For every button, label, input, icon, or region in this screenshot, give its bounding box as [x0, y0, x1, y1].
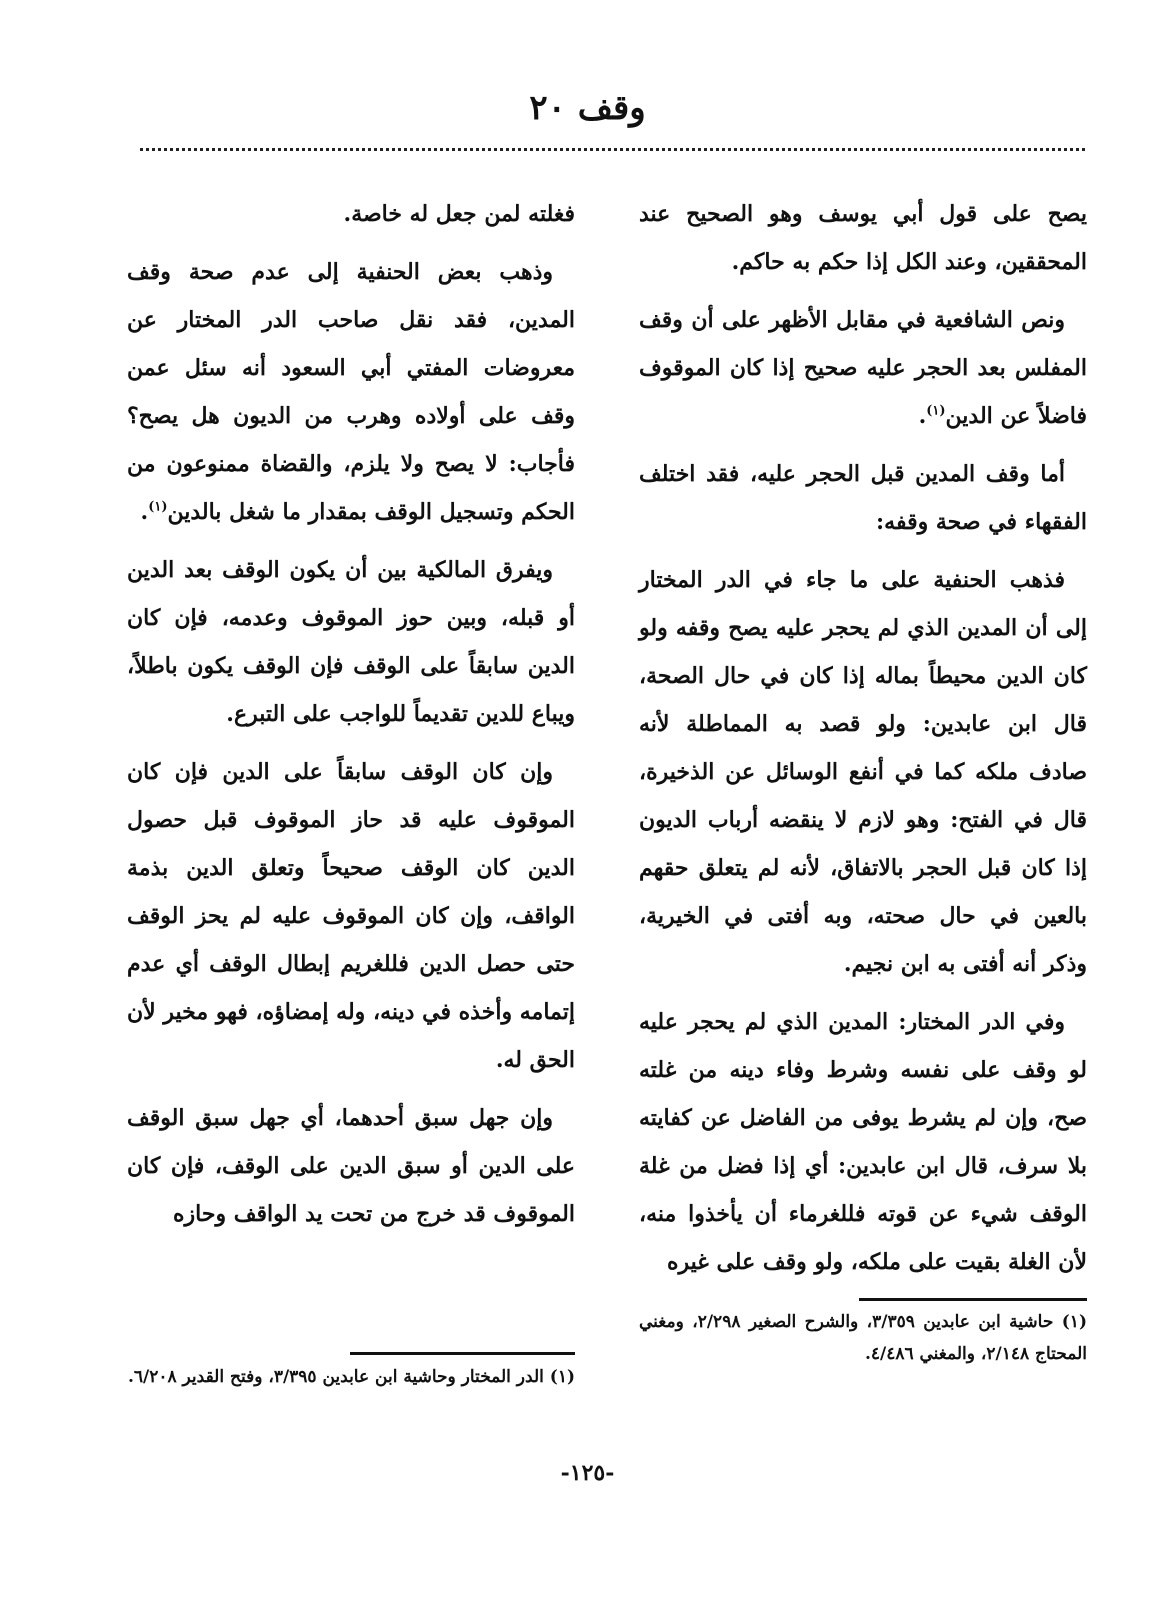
footnote-divider: [859, 1298, 1087, 1301]
footnote-right: (١) حاشية ابن عابدين ٣/٣٥٩، والشرح الصغير ٢/٢٩٨، ومغني المحتاج ٢/١٤٨، والمغني ٤/٤٨٦.: [639, 1312, 1087, 1364]
footnote-marker: (١): [926, 403, 946, 419]
paragraph: وإن كان الوقف سابقاً على الدين فإن كان الموقوف عليه قد حاز الموقوف قبل حصول الدين كان الوقف صحيحاً وتعلق الدين بذمة الواقف، وإن كان الموقوف عليه لم يحز الوقف حتى حصل الدين فللغريم إبطال الوقف أي عدم إتمامه وأخذه في دينه، وله إمضاؤه، فهو مخير لأن الحق له.: [127, 759, 575, 1073]
paragraph: يصح على قول أبي يوسف وهو الصحيح عند المحققين، وعند الكل إذا حكم به حاكم.: [639, 201, 1087, 275]
header-dotted-divider: [140, 148, 1085, 151]
footnote-divider: [350, 1352, 575, 1355]
right-column: [639, 190, 1087, 1296]
paragraph: ونص الشافعية في مقابل الأظهر على أن وقف المفلس بعد الحجر عليه صحيح إذا كان الموقوف فاضلاً عن الدين$^{(١)}$.: [639, 307, 1087, 429]
paragraph: وفي الدر المختار: المدين الذي لم يحجر عليه لو وقف على نفسه وشرط وفاء دينه من غلته صح، وإن لم يشرط يوفى من الفاضل عن كفايته بلا سرف، قال ابن عابدين: أي إذا فضل من غلة الوقف شيء عن قوته فللغرماء أن يأخذوا منه، لأن الغلة بقيت على ملكه، ولو وقف على غيره: [639, 1009, 1087, 1275]
paragraph: ويفرق المالكية بين أن يكون الوقف بعد الدين أو قبله، وبين حوز الموقوف وعدمه، فإن كان الدين سابقاً على الوقف فإن الوقف يكون باطلاً، ويباع للدين تقديماً للواجب على التبرع.: [127, 557, 575, 727]
page-number: -١٢٥-: [560, 1460, 615, 1486]
paragraph: أما وقف المدين قبل الحجر عليه، فقد اختلف الفقهاء في صحة وقفه:: [639, 461, 1087, 535]
paragraph: وذهب بعض الحنفية إلى عدم صحة وقف المدين، فقد نقل صاحب الدر المختار عن معروضات المفتي أبي السعود أنه سئل عمن وقف على أولاده وهرب من الديون هل يصح؟ فأجاب: لا يصح ولا يلزم، والقضاة ممنوعون من الحكم وتسجيل الوقف بمقدار ما شغل بالدين$^{(١)}$.: [127, 259, 575, 525]
page-header-title: وقف ٢٠: [529, 88, 646, 128]
footnote-marker: (١): [148, 499, 168, 515]
paragraph: وإن جهل سبق أحدهما، أي جهل سبق الوقف على الدين أو سبق الدين على الوقف، فإن كان الموقوف قد خرج من تحت يد الواقف وحازه: [127, 1105, 575, 1227]
footnote-left: (١) الدر المختار وحاشية ابن عابدين ٣/٣٩٥، وفتح القدير ٦/٢٠٨.: [127, 1367, 575, 1387]
left-column: [127, 190, 575, 1248]
paragraph: فذهب الحنفية على ما جاء في الدر المختار إلى أن المدين الذي لم يحجر عليه يصح وقفه ولو كان الدين محيطاً بماله إذا كان في حال الصحة، قال ابن عابدين: ولو قصد به المماطلة لأنه صادف ملكه كما في أنفع الوسائل عن الذخيرة، قال في الفتح: وهو لازم لا ينقضه أرباب الديون إذا كان قبل الحجر بالاتفاق، لأنه لم يتعلق حقهم بالعين في حال صحته، وبه أفتى في الخيرية، وذكر أنه أفتى به ابن نجيم.: [639, 567, 1087, 977]
paragraph: فغلته لمن جعل له خاصة.: [343, 201, 575, 227]
